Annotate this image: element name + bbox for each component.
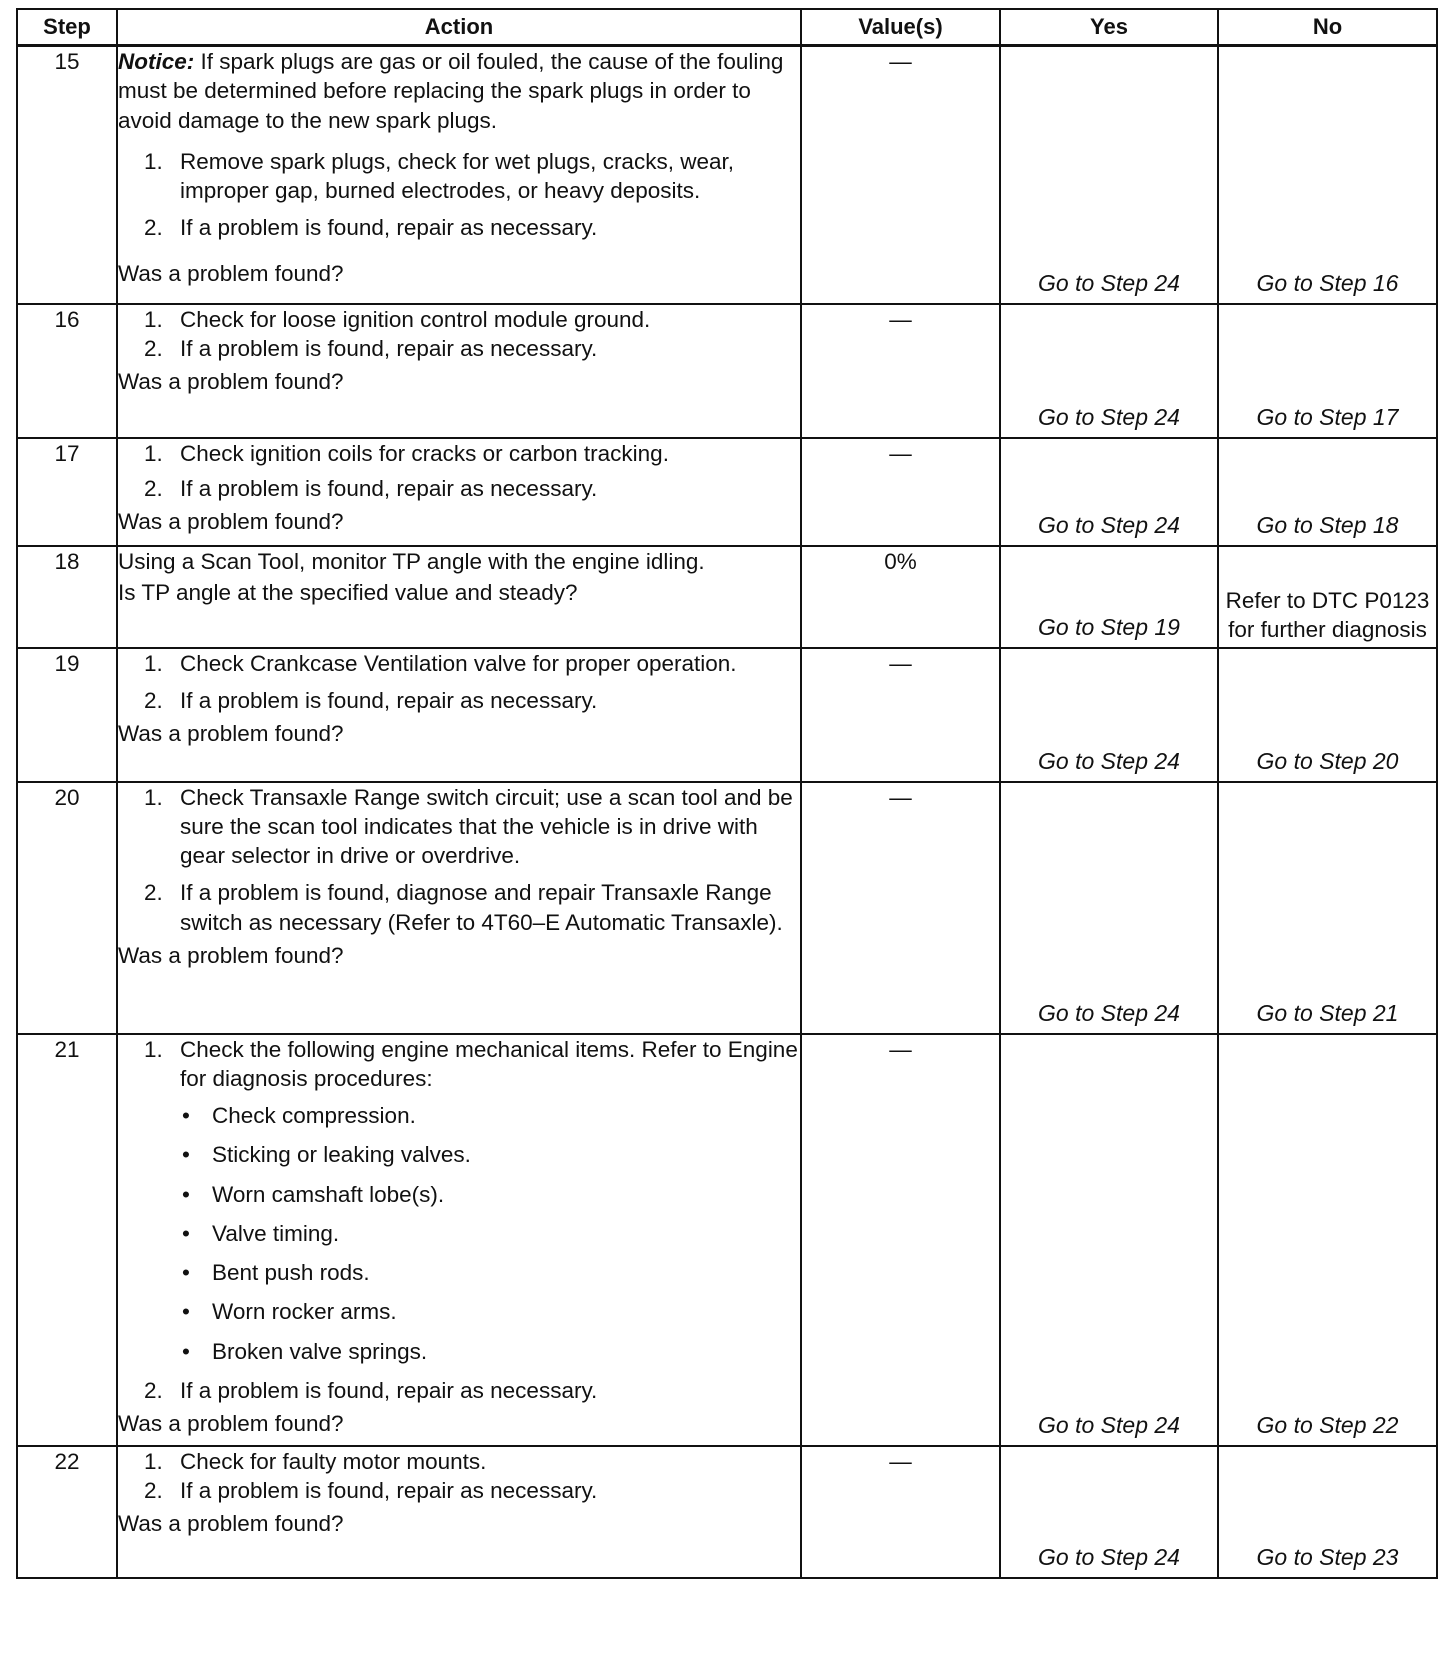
bullet-text: Valve timing. <box>212 1220 340 1246</box>
item-text: Check for faulty motor mounts. <box>180 1448 487 1474</box>
bullet-text: Check compression. <box>212 1103 416 1128</box>
bullet-text: Worn rocker arms. <box>212 1299 397 1325</box>
list-item <box>144 649 800 678</box>
no-cell <box>1218 304 1437 438</box>
item-number: 1. <box>144 1036 163 1062</box>
item-number: 1. <box>144 650 163 676</box>
yes-result: Go to Step 24 <box>1038 747 1180 774</box>
table-row-step-20 <box>17 782 1437 1034</box>
yes-cell <box>1000 1034 1218 1446</box>
item-text: Check ignition coils for cracks or carbon tracking. <box>180 440 669 466</box>
action-cell <box>117 782 801 1034</box>
item-number: 2. <box>144 1377 163 1403</box>
list-item <box>144 1035 800 1376</box>
bullet-text: Bent push rods. <box>212 1260 370 1285</box>
item-number: 1. <box>144 440 163 466</box>
list-item <box>144 213 800 242</box>
no-cell <box>1218 1034 1437 1446</box>
header-yes: Yes <box>1000 9 1218 46</box>
yes-cell <box>1000 438 1218 546</box>
action-cell <box>117 648 801 782</box>
item-number: 1. <box>144 148 163 174</box>
table-row-step-22 <box>17 1446 1437 1578</box>
yes-cell <box>1000 304 1218 438</box>
bullet-item: • Bent push rods. <box>180 1258 800 1287</box>
item-text: If a problem is found, repair as necessary. <box>180 335 598 361</box>
step-number: 18 <box>17 546 117 648</box>
item-number: 1. <box>144 784 163 810</box>
action-cell <box>117 1034 801 1446</box>
no-cell <box>1218 1446 1437 1578</box>
item-number: 2. <box>144 215 163 241</box>
item-text: If a problem is found, repair as necessary. <box>180 1377 598 1403</box>
no-cell <box>1218 46 1437 304</box>
header-values: Value(s) <box>801 9 1000 46</box>
step-number: 19 <box>17 648 117 782</box>
question-text: Was a problem found? <box>118 509 344 534</box>
yes-result: Go to Step 24 <box>1038 1411 1180 1438</box>
yes-result: Go to Step 24 <box>1038 269 1180 296</box>
action-cell <box>117 1446 801 1578</box>
list-item <box>144 147 800 206</box>
bullet-item: • Sticking or leaking valves. <box>180 1140 800 1169</box>
value-cell: 0% <box>801 546 1000 648</box>
bullet-item: • Broken valve springs. <box>180 1337 800 1366</box>
value-cell: — <box>801 782 1000 1034</box>
value-cell: — <box>801 648 1000 782</box>
item-text: If a problem is found, diagnose and repair Transaxle Range switch as necessary (Refer to 4T60–E Automatic Transaxle). <box>180 880 783 935</box>
step-number: 22 <box>17 1446 117 1578</box>
item-text: If a problem is found, repair as necessary. <box>180 215 598 241</box>
yes-cell <box>1000 46 1218 304</box>
item-text: Check Transaxle Range switch circuit; use a scan tool and be sure the scan tool indicates that the vehicle is in drive with gear selector in drive or overdrive. <box>180 784 793 868</box>
no-cell <box>1218 438 1437 546</box>
item-number: 1. <box>144 306 163 332</box>
value-cell: — <box>801 438 1000 546</box>
table-row-step-21 <box>17 1034 1437 1446</box>
intro-text: Using a Scan Tool, monitor TP angle with the engine idling. <box>118 548 705 574</box>
notice-text: If spark plugs are gas or oil fouled, the cause of the fouling must be determined before replacing the spark plugs in order to avoid damage to the new spark plugs. <box>118 49 784 133</box>
table-row-step-17 <box>17 438 1437 546</box>
table-row-step-16 <box>17 304 1437 438</box>
list-item <box>144 334 800 363</box>
yes-cell <box>1000 546 1218 648</box>
question-text: Was a problem found? <box>118 942 344 968</box>
no-result: Go to Step 21 <box>1256 999 1399 1026</box>
list-item <box>144 686 800 715</box>
step-number: 16 <box>17 304 117 438</box>
no-result: Go to Step 22 <box>1256 1411 1399 1438</box>
step-number: 17 <box>17 438 117 546</box>
question-text: Is TP angle at the specified value and steady? <box>118 579 578 605</box>
instruction-list <box>118 147 800 251</box>
no-result: Go to Step 23 <box>1256 1543 1399 1570</box>
item-text: If a problem is found, repair as necessary. <box>180 475 598 501</box>
item-text: Check Crankcase Ventilation valve for proper operation. <box>180 650 737 676</box>
item-text: Remove spark plugs, check for wet plugs, cracks, wear, improper gap, burned electrodes, or heavy deposits. <box>180 148 734 203</box>
value-cell: — <box>801 1446 1000 1578</box>
list-item <box>144 1476 800 1505</box>
bullet-text: Broken valve springs. <box>212 1338 428 1364</box>
value-cell: — <box>801 46 1000 304</box>
table-row-step-19 <box>17 648 1437 782</box>
yes-result: Go to Step 19 <box>1038 613 1180 640</box>
action-cell <box>117 46 801 304</box>
diagnostic-table <box>16 8 1438 1579</box>
yes-cell <box>1000 1446 1218 1578</box>
question-text: Was a problem found? <box>118 369 344 394</box>
no-result: Go to Step 16 <box>1256 269 1399 296</box>
item-number: 2. <box>144 335 163 361</box>
yes-cell <box>1000 648 1218 782</box>
action-cell <box>117 304 801 438</box>
item-number: 2. <box>144 1477 163 1503</box>
action-cell <box>117 546 801 648</box>
bullet-item: • Check compression. <box>180 1101 800 1130</box>
step-number: 21 <box>17 1034 117 1446</box>
no-cell <box>1218 648 1437 782</box>
yes-result: Go to Step 24 <box>1038 999 1180 1026</box>
yes-result: Go to Step 24 <box>1038 511 1180 538</box>
list-item <box>144 305 800 334</box>
list-item <box>144 783 800 871</box>
table-row-step-18 <box>17 546 1437 648</box>
list-item <box>144 1447 800 1476</box>
list-item <box>144 878 800 937</box>
item-number: 2. <box>144 475 163 501</box>
no-result: Go to Step 20 <box>1256 747 1399 774</box>
no-result: Refer to DTC P0123 for further diagnosis <box>1225 588 1430 643</box>
header-action: Action <box>117 9 801 46</box>
bullet-text: Worn camshaft lobe(s). <box>212 1181 445 1207</box>
yes-result: Go to Step 24 <box>1038 403 1180 430</box>
no-result: Go to Step 17 <box>1256 403 1399 430</box>
no-cell <box>1218 782 1437 1034</box>
yes-result: Go to Step 24 <box>1038 1543 1180 1570</box>
table-row-step-15 <box>17 46 1437 304</box>
table-header-row <box>17 9 1437 46</box>
no-result: Go to Step 18 <box>1256 511 1399 538</box>
bullet-list <box>180 1101 800 1366</box>
list-item <box>144 474 800 503</box>
question-text: Was a problem found? <box>118 721 344 746</box>
bullet-text: Sticking or leaking valves. <box>212 1142 471 1168</box>
bullet-item: • Valve timing. <box>180 1219 800 1248</box>
item-text: Check the following engine mechanical items. Refer to Engine for diagnosis procedures: <box>180 1036 798 1091</box>
header-step: Step <box>17 9 117 46</box>
value-cell: — <box>801 1034 1000 1446</box>
bullet-item: • Worn rocker arms. <box>180 1297 800 1326</box>
no-cell <box>1218 546 1437 648</box>
item-text: Check for loose ignition control module ground. <box>180 306 651 332</box>
list-item <box>144 1376 800 1405</box>
step-number: 20 <box>17 782 117 1034</box>
notice-label: Notice: <box>118 49 195 74</box>
yes-cell <box>1000 782 1218 1034</box>
bullet-item: • Worn camshaft lobe(s). <box>180 1180 800 1209</box>
action-cell <box>117 438 801 546</box>
item-text: If a problem is found, repair as necessary. <box>180 687 598 713</box>
question-text: Was a problem found? <box>118 1411 344 1436</box>
item-number: 2. <box>144 880 163 906</box>
item-text: If a problem is found, repair as necessary. <box>180 1477 598 1503</box>
notice-paragraph <box>118 47 800 135</box>
header-no: No <box>1218 9 1437 46</box>
item-number: 1. <box>144 1448 163 1474</box>
value-cell: — <box>801 304 1000 438</box>
step-number: 15 <box>17 46 117 304</box>
item-number: 2. <box>144 687 163 713</box>
question-text: Was a problem found? <box>118 260 344 286</box>
question-text: Was a problem found? <box>118 1511 344 1536</box>
list-item <box>144 439 800 468</box>
